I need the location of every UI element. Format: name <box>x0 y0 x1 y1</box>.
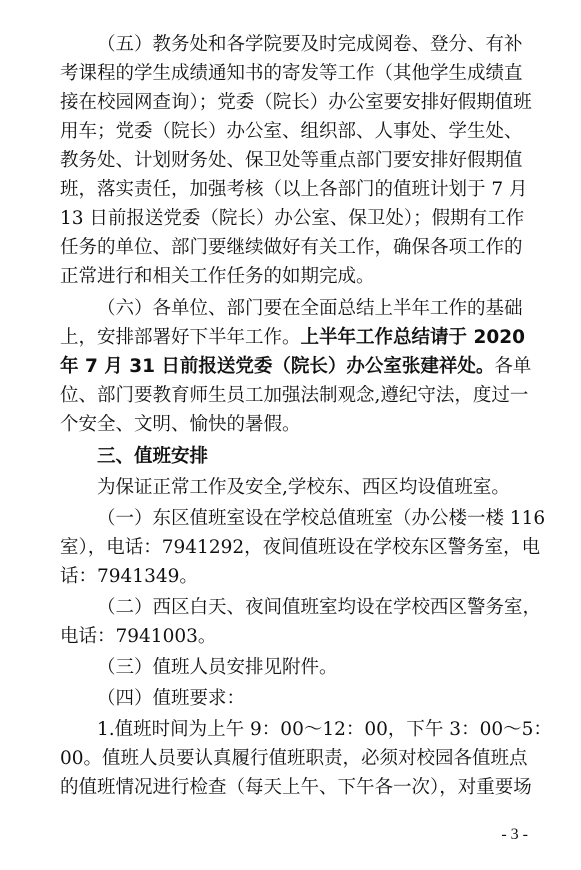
line-text: （三）值班人员安排见附件。 <box>97 657 338 678</box>
line-text: 任务的单位、部门要继续做好有关工作，确保各项工作的 <box>60 237 523 258</box>
line-text: 上，安排部署好下半年工作。 <box>60 327 301 348</box>
text-line <box>60 120 522 144</box>
text-line <box>97 507 546 531</box>
line-text: 考课程的学生成绩通知书的寄发等工作（其他学生成绩直 <box>60 63 523 84</box>
line-text: （二）西区白天、夜间值班室均设在学校西区警务室， <box>97 597 542 618</box>
bold-text: 年 7 月 31 日前报送党委（院长）办公室张建祥处。 <box>60 356 495 377</box>
text-line <box>97 33 522 57</box>
text-line <box>97 687 522 711</box>
line-text: 个安全、文明、愉快的暑假。 <box>60 414 301 435</box>
text-line <box>60 62 522 86</box>
line-text: 00。值班人员要认真履行值班职责，必须对校园各值班点 <box>60 748 528 769</box>
text-line <box>97 297 522 321</box>
text-line <box>97 656 522 680</box>
text-line <box>60 776 532 800</box>
text-line <box>97 718 552 742</box>
text-line <box>60 178 528 202</box>
text-line <box>60 355 532 379</box>
text-line <box>60 536 541 560</box>
line-text: 接在校园网查询）；党委（院长）办公室要安排好假期值班 <box>60 92 532 113</box>
line-text: 三、值班安排 <box>97 446 209 467</box>
line-text: 正常进行和相关工作任务的如期完成。 <box>60 266 375 287</box>
text-line <box>60 149 522 173</box>
text-line <box>60 326 525 350</box>
line-text: 班，落实责任，加强考核（以上各部门的值班计划于 7 月 <box>60 179 528 200</box>
text-line <box>60 91 532 115</box>
text-line <box>97 445 522 469</box>
text-line <box>60 384 529 408</box>
line-text: 位、部门要教育师生员工加强法制观念,遵纪守法，度过一 <box>60 385 529 406</box>
line-text: 13 日前报送党委（院长）办公室、保卫处）；假期有工作 <box>60 208 525 229</box>
text-line <box>60 413 522 437</box>
line-text: 为保证正常工作及安全,学校东、西区均设值班室。 <box>97 477 510 498</box>
line-text: 室），电话：7941292，夜间值班设在学校东区警务室，电 <box>60 537 541 558</box>
line-text: （六）各单位、部门要在全面总结上半年工作的基础 <box>97 298 523 319</box>
line-text: （一）东区值班室设在学校总值班室（办公楼一楼 116 <box>97 508 546 529</box>
line-text: 用车；党委（院长）办公室、组织部、人事处、学生处、 <box>60 121 523 142</box>
page-number: - 3 - <box>501 826 528 843</box>
text-line <box>97 476 522 500</box>
text-line <box>97 596 542 620</box>
line-text: 电话：7941003。 <box>60 626 217 647</box>
text-line <box>60 236 522 260</box>
text-line <box>60 625 522 649</box>
line-text: （四）值班要求： <box>97 688 246 709</box>
text-line <box>60 747 528 771</box>
bold-text: 上半年工作总结请于 2020 <box>300 327 525 348</box>
line-text: 1.值班时间为上午 9：00～12：00，下午 3：00～5： <box>97 719 552 740</box>
text-line <box>60 565 522 589</box>
line-text: （五）教务处和各学院要及时完成阅卷、登分、有补 <box>97 34 523 55</box>
line-text: 话：7941349。 <box>60 566 198 587</box>
text-line <box>60 207 525 231</box>
line-text: 的值班情况进行检查（每天上午、下午各一次），对重要场 <box>60 777 532 798</box>
line-text: 教务处、计划财务处、保卫处等重点部门要安排好假期值 <box>60 150 523 171</box>
text-line <box>60 265 522 289</box>
line-text: 各单 <box>494 356 532 377</box>
